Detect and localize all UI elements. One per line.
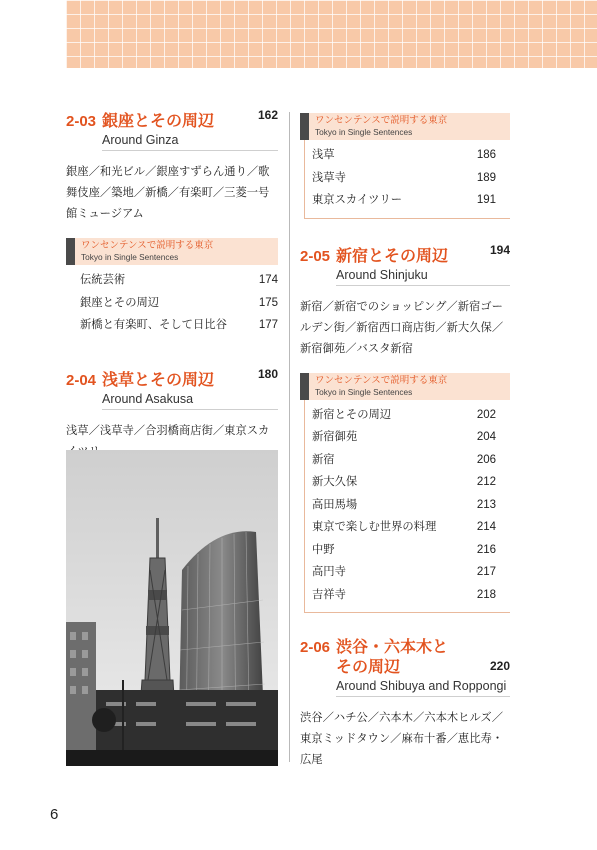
item-page: 186 bbox=[476, 149, 496, 161]
item-label: 高田馬場 bbox=[312, 497, 358, 511]
section-2-06-heading bbox=[300, 637, 510, 697]
item-page: 191 bbox=[476, 194, 496, 206]
item-page: 177 bbox=[258, 319, 278, 331]
item-page: 212 bbox=[476, 476, 496, 488]
section-page: 194 bbox=[489, 242, 510, 257]
section-number: 2-06 bbox=[300, 639, 331, 656]
item-page: 216 bbox=[476, 543, 496, 556]
box-bar bbox=[66, 238, 75, 265]
section-subtitle: Around Shinjuku bbox=[336, 268, 510, 286]
section-page: 162 bbox=[257, 108, 278, 122]
list-item[interactable] bbox=[312, 426, 510, 449]
item-label: 浅草 bbox=[312, 148, 335, 161]
list-item[interactable] bbox=[312, 516, 510, 539]
section-subtitle: Around Ginza bbox=[102, 133, 278, 151]
section-title: 浅草とその周辺 bbox=[102, 369, 215, 389]
item-label: 東京で楽しむ世界の料理 bbox=[312, 520, 437, 533]
item-label: 新宿 bbox=[312, 452, 335, 466]
item-page: 175 bbox=[258, 296, 278, 309]
box-bar bbox=[300, 373, 309, 400]
section-places: 銀座／和光ビル／銀座すずらん通り／歌舞伎座／築地／新橋／有楽町／三菱一号館ミュージアム bbox=[66, 165, 270, 220]
box-title-jp: ワンセンテンスで説明する東京 bbox=[81, 240, 214, 251]
section-places: 新宿／新宿でのショッピング／新宿ゴールデン街／新宿西口商店街／新大久保／新宿御苑／バスタ新宿 bbox=[300, 299, 504, 355]
item-label: 吉祥寺 bbox=[312, 587, 346, 601]
section-places: 浅草／浅草寺／合羽橋商店街／東京スカ bbox=[66, 423, 270, 437]
section-title: 銀座とその周辺 bbox=[102, 111, 215, 130]
box-header bbox=[300, 373, 510, 400]
box-header bbox=[66, 238, 278, 265]
item-label: 高円寺 bbox=[312, 565, 346, 578]
list-item[interactable] bbox=[312, 471, 510, 494]
section-page: 180 bbox=[257, 366, 278, 381]
item-label: 新宿御苑 bbox=[312, 430, 358, 443]
section-title: 新宿とその周辺 bbox=[336, 245, 449, 265]
list-item[interactable] bbox=[312, 167, 510, 190]
list-item[interactable] bbox=[312, 561, 510, 584]
section-number: 2-04 bbox=[66, 371, 97, 389]
list-item[interactable] bbox=[312, 584, 510, 607]
item-page: 214 bbox=[476, 521, 496, 533]
column-divider bbox=[289, 112, 290, 762]
item-page: 217 bbox=[476, 566, 496, 578]
section-2-03-heading bbox=[66, 108, 278, 151]
item-label: 東京スカイツリー bbox=[312, 193, 403, 206]
list-item[interactable] bbox=[312, 494, 510, 517]
list-item[interactable] bbox=[312, 189, 510, 212]
box-title-jp: ワンセンテンスで説明する東京 bbox=[315, 115, 448, 126]
section-title-line1: 渋谷・六本木と bbox=[336, 637, 449, 656]
tokyo-skytree-photo bbox=[66, 450, 278, 766]
section-subtitle: Around Asakusa bbox=[102, 392, 278, 410]
item-label: 新橋と有楽町、そして日比谷 bbox=[80, 318, 227, 331]
single-sentences-box bbox=[300, 113, 510, 219]
section-2-04-heading bbox=[66, 367, 278, 410]
right-column bbox=[300, 113, 510, 770]
list-item[interactable] bbox=[80, 292, 278, 315]
list-item[interactable] bbox=[80, 269, 278, 292]
section-places: 渋谷／ハチ公／六本木／六本木ヒルズ／東京ミッドタウン／麻布十番／恵比寿・広尾 bbox=[300, 711, 504, 766]
box-header bbox=[300, 113, 510, 140]
item-page: 218 bbox=[476, 588, 496, 601]
list-item[interactable] bbox=[312, 539, 510, 562]
item-label: 新大久保 bbox=[312, 475, 358, 488]
item-page: 213 bbox=[476, 498, 496, 511]
item-label: 新宿とその周辺 bbox=[312, 407, 392, 421]
list-item[interactable] bbox=[312, 449, 510, 472]
item-page: 174 bbox=[258, 274, 278, 286]
item-label: 伝統芸術 bbox=[80, 273, 126, 286]
box-title-en: Tokyo in Single Sentences bbox=[315, 127, 413, 137]
item-page: 189 bbox=[476, 171, 496, 184]
item-page: 206 bbox=[476, 453, 496, 466]
item-label: 銀座とその周辺 bbox=[80, 295, 160, 309]
section-number: 2-05 bbox=[300, 247, 331, 265]
section-number: 2-03 bbox=[66, 113, 97, 130]
section-2-05-heading bbox=[300, 243, 510, 286]
section-title-line2: その周辺 bbox=[336, 657, 401, 676]
item-page: 202 bbox=[476, 408, 496, 421]
left-column bbox=[66, 108, 278, 462]
section-subtitle: Around Shibuya and Roppongi bbox=[336, 679, 510, 697]
item-label: 中野 bbox=[312, 542, 335, 556]
item-label: 浅草寺 bbox=[312, 170, 346, 184]
list-item[interactable] bbox=[312, 144, 510, 167]
box-bar bbox=[300, 113, 309, 140]
list-item[interactable] bbox=[80, 314, 278, 337]
box-title-jp: ワンセンテンスで説明する東京 bbox=[315, 374, 448, 386]
item-page: 204 bbox=[476, 431, 496, 443]
header-grid-band bbox=[66, 0, 597, 68]
list-item[interactable] bbox=[312, 404, 510, 427]
single-sentences-box bbox=[300, 373, 510, 614]
single-sentences-box bbox=[66, 238, 278, 343]
box-title-en: Tokyo in Single Sentences bbox=[81, 252, 179, 262]
box-title-en: Tokyo in Single Sentences bbox=[315, 386, 413, 397]
page-number: 6 bbox=[50, 806, 59, 823]
section-page: 220 bbox=[489, 659, 510, 673]
